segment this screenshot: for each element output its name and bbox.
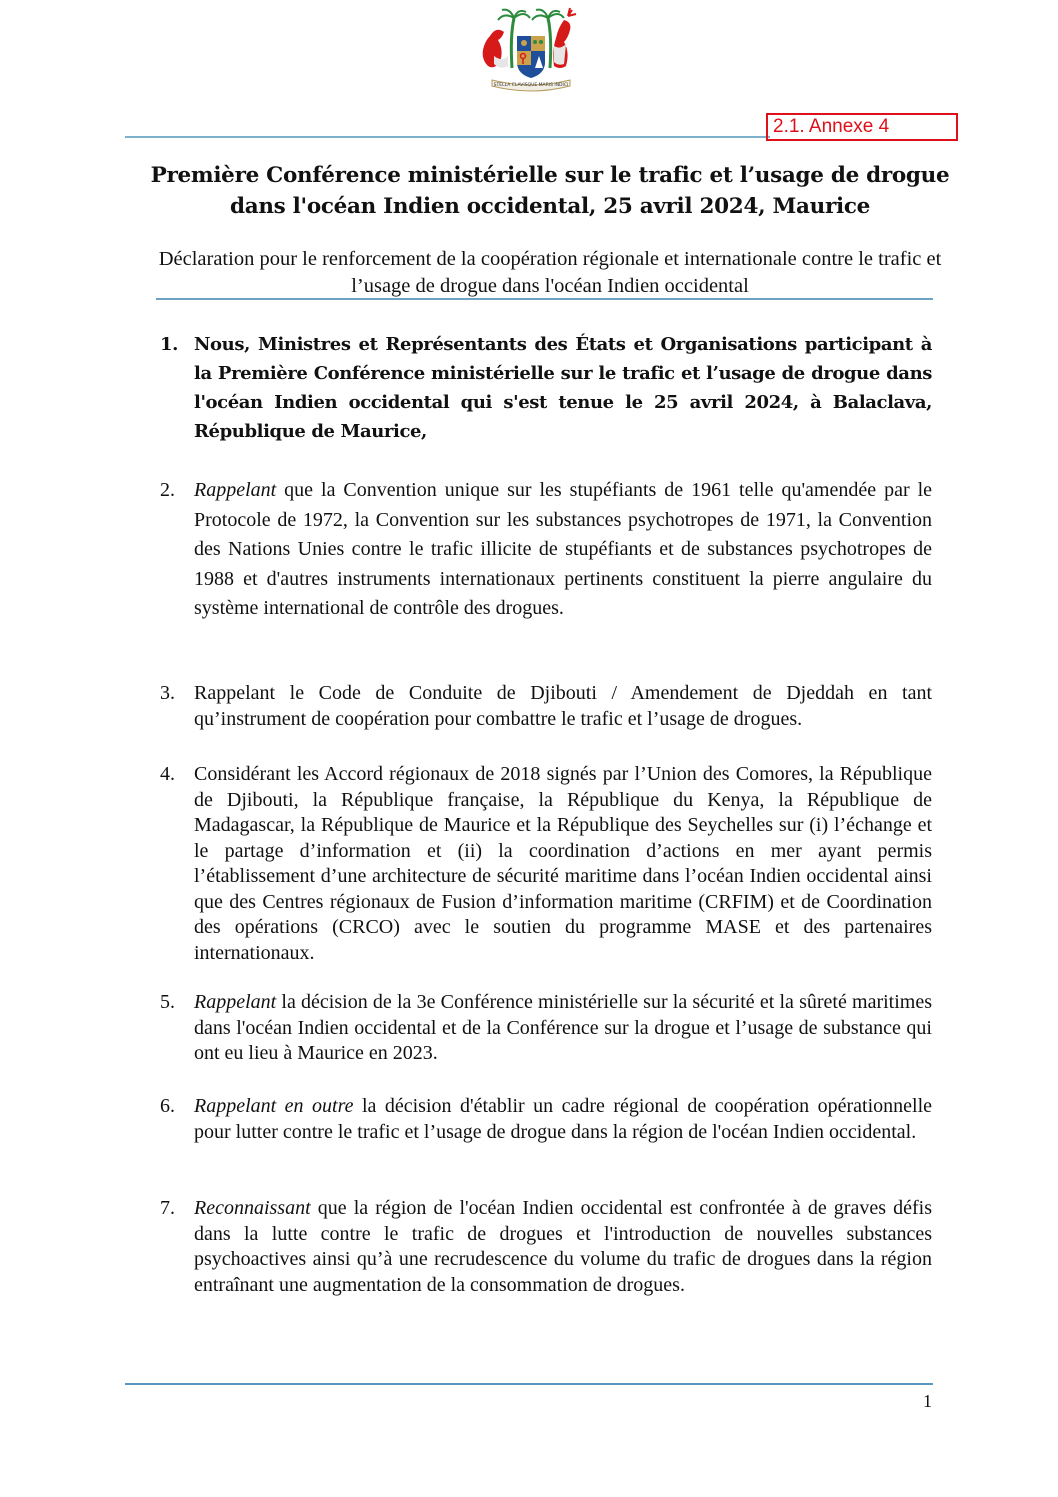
document-subtitle: Déclaration pour le renforcement de la coopération régionale et internationale contre le trafic et l’usage de drogue dans l'océan Indien occidental bbox=[158, 248, 942, 297]
paragraph-5 bbox=[160, 990, 932, 1067]
paragraph-text: Rappelant le Code de Conduite de Djibouti / Amendement de Djeddah en tant qu’instrument de coopération pour combattre le trafic et l’usage de drogues. bbox=[194, 682, 932, 730]
paragraph-text: que la région de l'océan Indien occidental est confrontée à de graves défis dans la lutte contre le trafic de drogues et l'introduction de nouvelles substances psychoactives ainsi qu’à une recrudescence du volume du trafic de drogues dans la région entraînant une augmentation de la consommation de drogues. bbox=[194, 1197, 932, 1296]
paragraph-6 bbox=[160, 1094, 932, 1145]
paragraph-lead: Rappelant bbox=[194, 479, 277, 501]
svg-text:STELLA CLAVISQUE MARIS INDICI: STELLA CLAVISQUE MARIS INDICI bbox=[493, 83, 569, 88]
paragraph-3 bbox=[160, 680, 932, 732]
annex-label: 2.1. Annexe 4 bbox=[766, 113, 958, 141]
paragraph-text: la décision de la 3e Conférence ministérielle sur la sécurité et la sûreté maritimes dans l'océan Indien occidental et de la Conférence sur la drogue et l’usage de substance qui ont eu lieu à Maurice en 2023. bbox=[194, 991, 932, 1064]
paragraph-number: 2. bbox=[160, 479, 175, 501]
paragraph-text: Considérant les Accord régionaux de 2018 signés par l’Union des Comores, la République de Djibouti, la République française, la République du Kenya, la République de Madagascar, la République de Maurice et la République des Seychelles sur (i) l’échange et le partage d’information et (ii) la coordination d’actions en mer ayant permis l’établissement d’une architecture de sécurité maritime dans l’océan Indien occidental ainsi que des Centres régionaux de Fusion d’information maritime (CRFIM) et de Coordination des opérations (CRCO) avec le soutien du programme MASE et des partenaires internationaux. bbox=[194, 763, 932, 964]
page-number: 1 bbox=[923, 1391, 932, 1411]
paragraph-number: 1. bbox=[160, 334, 178, 355]
paragraph-lead: Rappelant bbox=[194, 991, 277, 1013]
paragraph-lead: Rappelant en outre bbox=[194, 1095, 354, 1117]
paragraph-text: Nous, Ministres et Représentants des États et Organisations participant à la Première Conférence ministérielle sur le trafic et l’usage de drogue dans l'océan Indien occidental qui s'est tenue le 25 avril 2024, à Balaclava, République de Maurice, bbox=[194, 334, 932, 442]
footer-rule bbox=[125, 1383, 933, 1385]
document-title: Première Conférence ministérielle sur le trafic et l’usage de drogue dans l'océan Indien occidental, 25 avril 2024, Maurice bbox=[150, 163, 950, 219]
header-rule bbox=[125, 136, 770, 138]
paragraph-2 bbox=[160, 476, 932, 624]
paragraph-text: que la Convention unique sur les stupéfiants de 1961 telle qu'amendée par le Protocole de 1972, la Convention sur les substances psychotropes de 1971, la Convention des Nations Unies contre le trafic illicite de stupéfiants et de substances psychotropes de 1988 et d'autres instruments internationaux pertinents constituent la pierre angulaire du système international de contrôle des drogues. bbox=[194, 479, 932, 619]
paragraph-7 bbox=[160, 1196, 932, 1298]
coat-of-arms-emblem bbox=[472, 6, 590, 98]
subtitle-rule bbox=[156, 298, 933, 300]
paragraph-lead: Reconnaissant bbox=[194, 1197, 311, 1219]
paragraph-4 bbox=[160, 762, 932, 966]
mauritius-coat-of-arms-icon bbox=[472, 6, 590, 98]
paragraph-1 bbox=[160, 330, 932, 446]
paragraph-number: 4. bbox=[160, 763, 175, 785]
paragraph-number: 5. bbox=[160, 991, 175, 1013]
paragraph-text: la décision d'établir un cadre régional de coopération opérationnelle pour lutter contre le trafic et l’usage de drogue dans la région de l'océan Indien occidental. bbox=[194, 1095, 932, 1143]
paragraph-number: 7. bbox=[160, 1197, 175, 1219]
paragraph-number: 6. bbox=[160, 1095, 175, 1117]
paragraph-number: 3. bbox=[160, 682, 175, 704]
